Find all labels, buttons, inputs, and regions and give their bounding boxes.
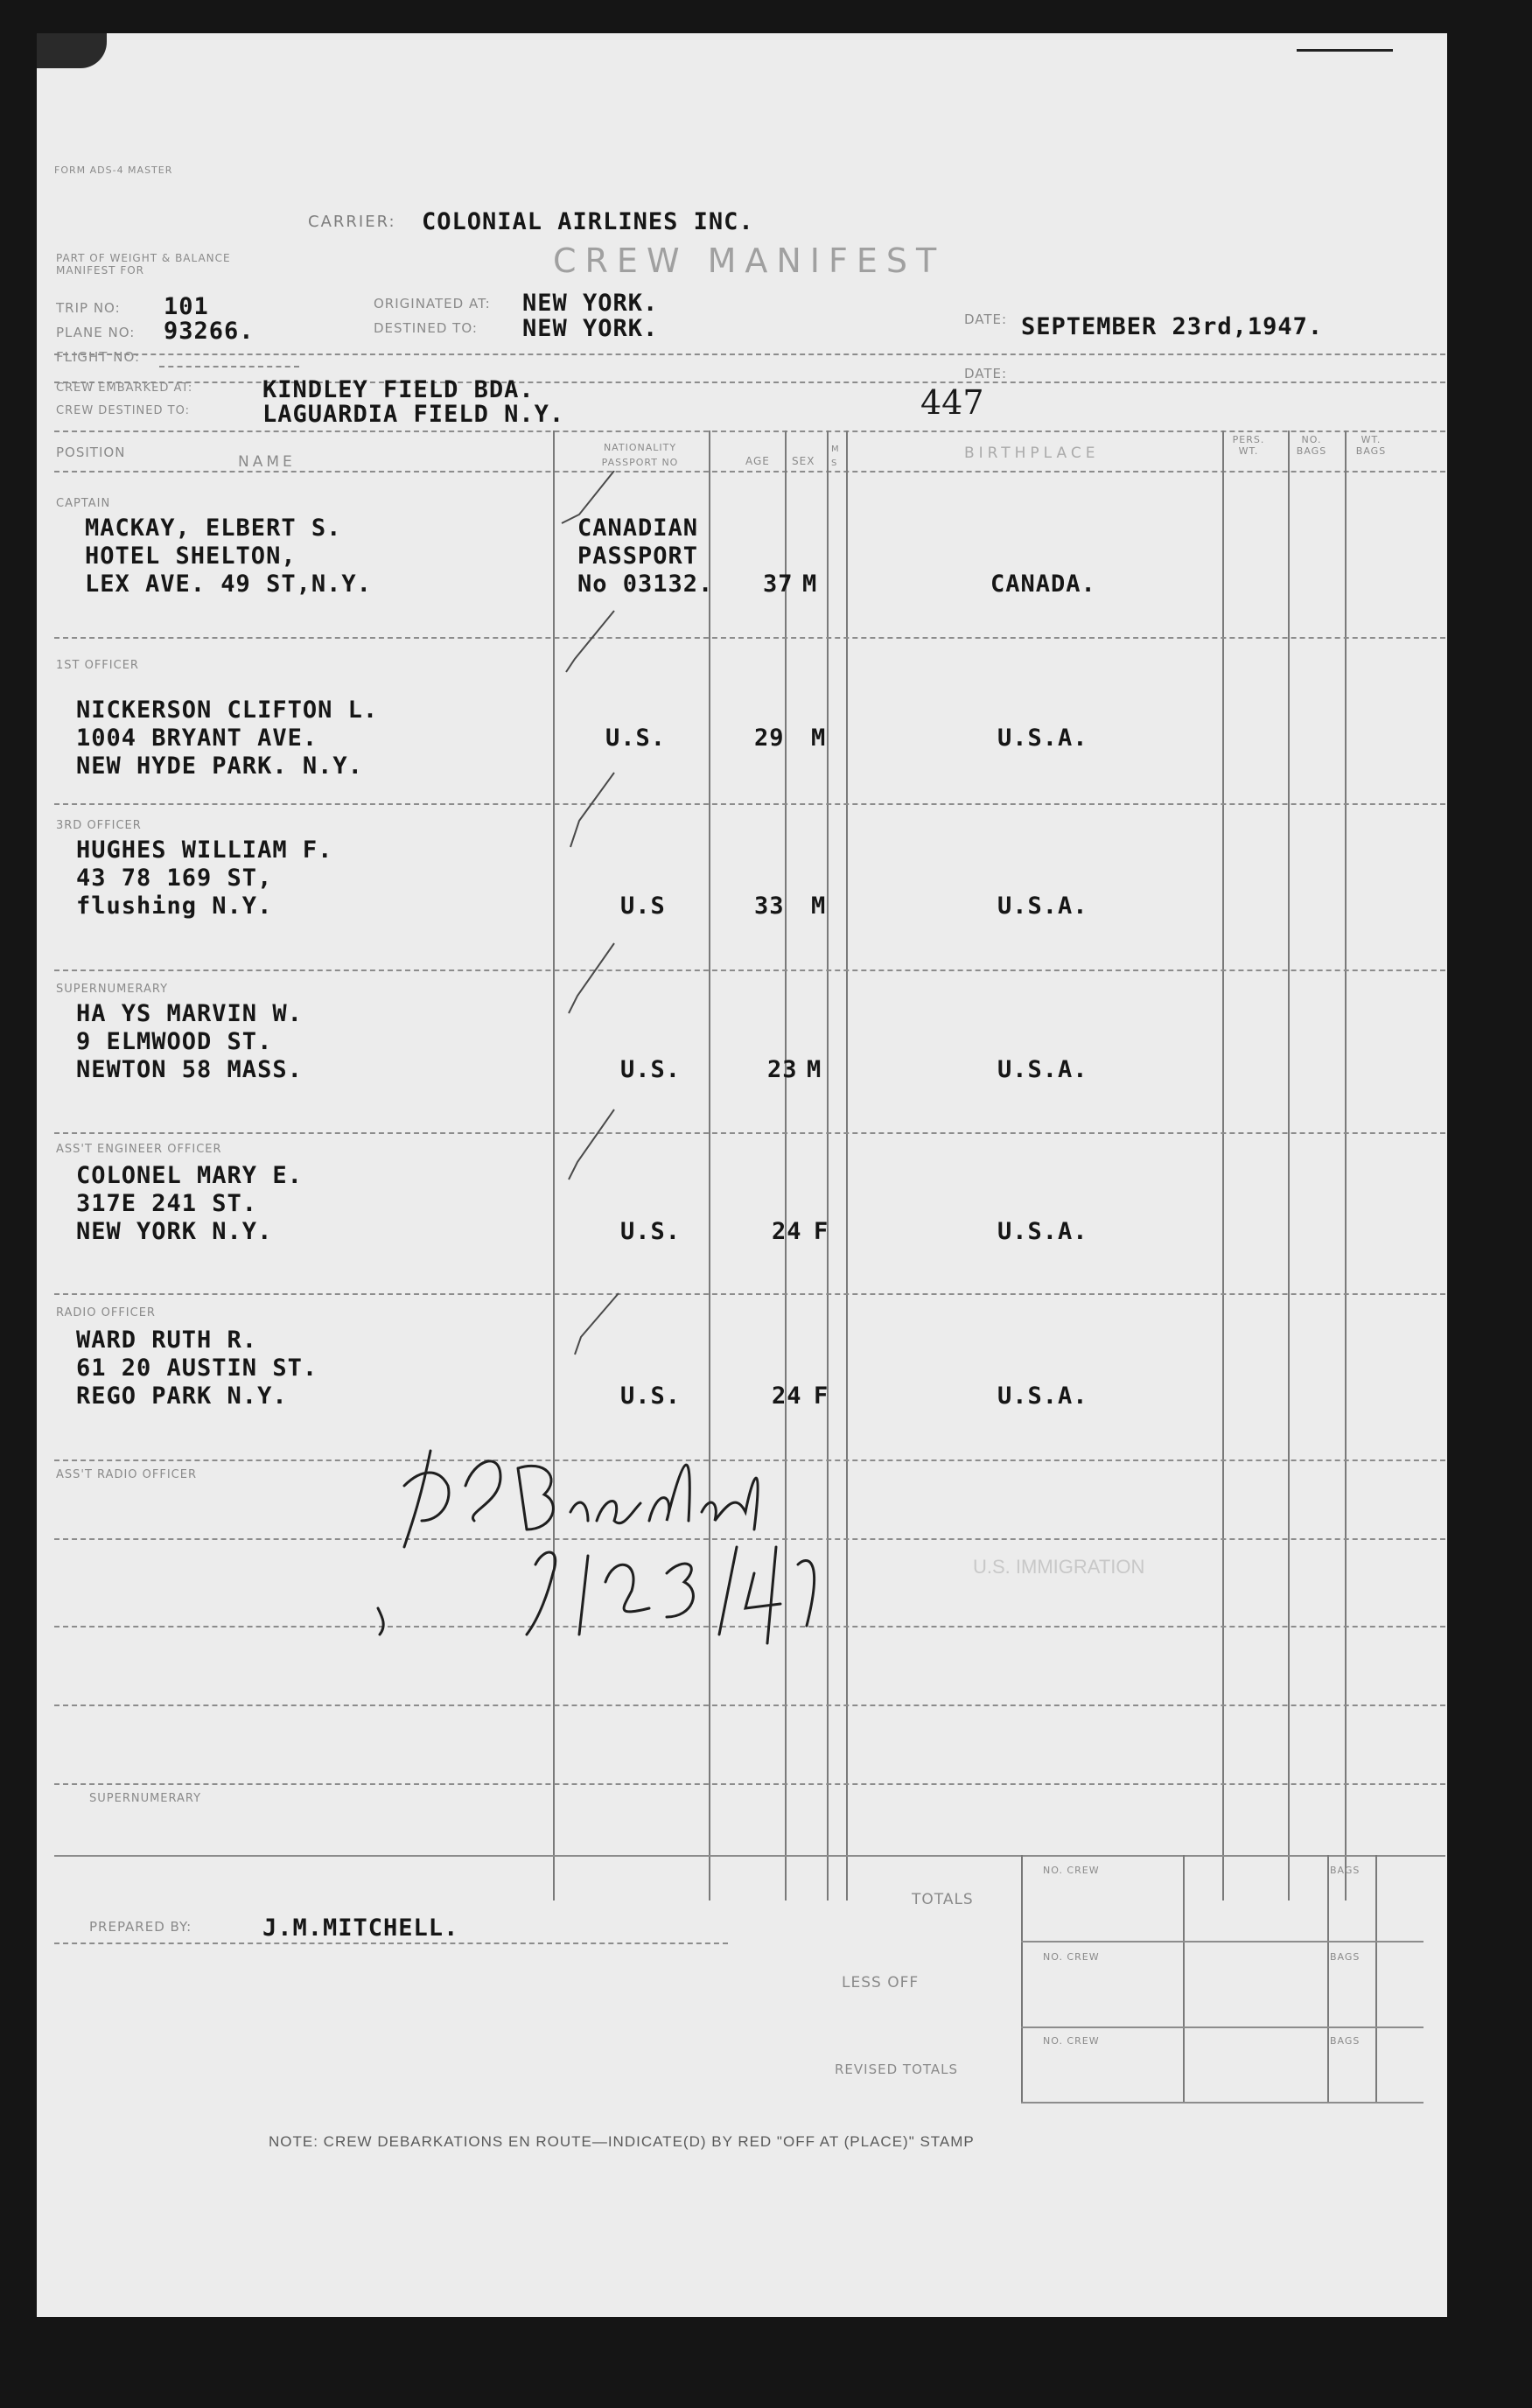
totals-divider-2	[1327, 1855, 1329, 2102]
crew-address-1: 9 ELMWOOD ST.	[76, 1028, 273, 1055]
totals-box	[1021, 1855, 1425, 2102]
crew-destined-label: CREW DESTINED TO:	[56, 404, 190, 417]
crew-birthplace: CANADA.	[990, 570, 1096, 598]
crew-sex: M	[802, 570, 818, 598]
row-rule	[54, 1783, 1445, 1785]
crew-address-2: flushing N.Y.	[76, 892, 273, 920]
crew-sex: M	[811, 724, 827, 752]
date-label: DATE:	[964, 312, 1008, 327]
position-supernumerary-2: SUPERNUMERARY	[89, 1792, 202, 1805]
crew-address-1: 1004 BRYANT AVE.	[76, 724, 318, 752]
row-rule	[54, 803, 1445, 805]
crew-birthplace: U.S.A.	[997, 1382, 1088, 1410]
col-wt-bags: WT. BAGS	[1355, 434, 1387, 457]
part-of-label: PART OF WEIGHT & BALANCE MANIFEST FOR	[56, 252, 231, 276]
col-divider-4	[827, 430, 829, 1900]
crew-address-2: NEWTON 58 MASS.	[76, 1056, 303, 1083]
trip-no-label: TRIP NO:	[56, 300, 121, 316]
crew-passport-no: No 03132.	[577, 570, 714, 598]
crew-address-1: HOTEL SHELTON,	[85, 542, 297, 570]
row-rule	[54, 970, 1445, 971]
crew-nationality: U.S.	[620, 1382, 682, 1410]
bags-label: BAGS	[1330, 1865, 1361, 1876]
carrier-name: COLONIAL AIRLINES INC.	[422, 208, 754, 235]
crew-name: HA YS MARVIN W.	[76, 1000, 303, 1027]
plane-no: 93266.	[164, 318, 255, 345]
footer-note: NOTE: CREW DEBARKATIONS EN ROUTE—INDICATE(D) BY RED "OFF AT (PLACE)" STAMP	[269, 2133, 975, 2150]
faint-stamp: U.S. IMMIGRATION	[973, 1556, 1145, 1578]
originated-value: NEW YORK.	[522, 290, 659, 317]
crew-embarked-label: CREW EMBARKED AT:	[56, 382, 193, 395]
crew-age: 24	[772, 1382, 802, 1410]
crew-birthplace: U.S.A.	[997, 892, 1088, 920]
position-radio-officer: RADIO OFFICER	[56, 1306, 156, 1320]
crew-age: 33	[754, 892, 785, 920]
position-captain: CAPTAIN	[56, 497, 111, 510]
crew-age: 29	[754, 724, 785, 752]
originated-label: ORIGINATED AT:	[374, 296, 491, 312]
crew-nationality: U.S.	[620, 1056, 682, 1083]
crew-name: WARD RUTH R.	[76, 1326, 258, 1354]
scan-corner-mark	[37, 33, 107, 68]
crew-embarked-value: KINDLEY FIELD BDA.	[262, 376, 535, 403]
col-sex: SEX	[792, 455, 815, 467]
crew-sex: F	[814, 1382, 829, 1410]
crew-age: 24	[772, 1218, 802, 1245]
col-divider-8	[1345, 430, 1347, 1900]
no-crew-label: NO. CREW	[1043, 1865, 1100, 1876]
crew-sex: M	[807, 1056, 822, 1083]
crew-address-1: 61 20 AUSTIN ST.	[76, 1354, 318, 1382]
less-off-label: LESS OFF	[842, 1974, 920, 1992]
col-divider-2	[709, 430, 710, 1900]
crew-birthplace: U.S.A.	[997, 1218, 1088, 1245]
bags-label: BAGS	[1330, 2035, 1361, 2047]
trip-no: 101	[164, 293, 209, 320]
crew-sex: M	[811, 892, 827, 920]
totals-divider-1	[1183, 1855, 1185, 2102]
crew-address-1: 43 78 169 ST,	[76, 864, 273, 892]
row-rule	[54, 1293, 1445, 1295]
row-rule	[54, 1132, 1445, 1134]
position-asst-radio: ASS'T RADIO OFFICER	[56, 1468, 197, 1481]
position-asst-engineer: ASS'T ENGINEER OFFICER	[56, 1143, 222, 1156]
col-nationality: NATIONALITY PASSPORT NO	[601, 442, 679, 468]
crew-nationality: U.S.	[620, 1218, 682, 1245]
column-header-rule	[54, 471, 1445, 472]
row-rule	[54, 637, 1445, 639]
row-rule	[54, 1704, 1445, 1706]
totals-rule-2	[1021, 2026, 1424, 2028]
crew-nationality: U.S.	[605, 724, 667, 752]
crew-birthplace: U.S.A.	[997, 724, 1088, 752]
handwritten-signature	[369, 1416, 947, 1678]
crew-birthplace: U.S.A.	[997, 1056, 1088, 1083]
page-number: 447	[920, 383, 984, 422]
crew-address-2: NEW HYDE PARK. N.Y.	[76, 752, 363, 780]
form-id: FORM ADS-4 MASTER	[54, 164, 173, 176]
header-rule-3	[54, 430, 1445, 432]
prepared-by-value: J.M.MITCHELL.	[262, 1914, 459, 1942]
crew-address-2: NEW YORK N.Y.	[76, 1218, 273, 1245]
prepared-by-label: PREPARED BY:	[89, 1919, 192, 1935]
col-ms: M S	[831, 444, 840, 468]
destined-label: DESTINED TO:	[374, 320, 478, 336]
crew-sex: F	[814, 1218, 829, 1245]
col-divider-3	[785, 430, 787, 1900]
revised-totals-label: REVISED TOTALS	[835, 2062, 959, 2077]
destined-value: NEW YORK.	[522, 315, 659, 342]
crew-name: COLONEL MARY E.	[76, 1162, 303, 1189]
crew-age: 23	[767, 1056, 798, 1083]
crew-name: HUGHES WILLIAM F.	[76, 836, 333, 864]
position-1st-officer: 1ST OFFICER	[56, 659, 139, 672]
col-no-bags: NO. BAGS	[1296, 434, 1327, 457]
verification-check-marks	[527, 471, 632, 1477]
crew-age: 37	[763, 570, 794, 598]
col-position: POSITION	[56, 444, 126, 460]
col-pers-wt: PERS. WT.	[1232, 434, 1265, 457]
col-name: NAME	[238, 453, 296, 471]
totals-rule-1	[1021, 1941, 1424, 1942]
col-birthplace: BIRTHPLACE	[964, 444, 1100, 462]
flight-no-label: FLIGHT NO:	[56, 349, 141, 365]
col-age: AGE	[745, 455, 770, 467]
crew-name: MACKAY, ELBERT S.	[85, 514, 342, 542]
position-supernumerary: SUPERNUMERARY	[56, 983, 169, 996]
totals-label: TOTALS	[912, 1891, 974, 1908]
no-crew-label: NO. CREW	[1043, 1951, 1100, 1963]
crew-nationality-2: PASSPORT	[577, 542, 699, 570]
totals-divider-3	[1375, 1855, 1377, 2102]
totals-rule-3	[1021, 2102, 1424, 2104]
crew-name: NICKERSON CLIFTON L.	[76, 696, 379, 724]
prepared-by-line	[54, 1942, 728, 1944]
crew-destined-value: LAGUARDIA FIELD N.Y.	[262, 401, 565, 428]
crew-address-1: 317E 241 ST.	[76, 1190, 258, 1217]
flight-no-line	[159, 366, 299, 368]
position-3rd-officer: 3RD OFFICER	[56, 819, 142, 832]
crew-nationality-1: CANADIAN	[577, 514, 699, 542]
crew-address-2: LEX AVE. 49 ST,N.Y.	[85, 570, 372, 598]
col-divider-5	[846, 430, 848, 1900]
carrier-label: CARRIER:	[308, 213, 396, 231]
date2-label: DATE:	[964, 366, 1008, 382]
col-divider-6	[1222, 430, 1224, 1900]
manifest-title: CREW MANIFEST	[553, 242, 946, 280]
crew-nationality: U.S	[620, 892, 666, 920]
header-rule-1	[54, 354, 1445, 355]
date-value: SEPTEMBER 23rd,1947.	[1021, 313, 1324, 340]
manifest-sheet	[37, 33, 1447, 2317]
plane-no-label: PLANE NO:	[56, 325, 136, 340]
no-crew-label: NO. CREW	[1043, 2035, 1100, 2047]
scan-top-mark	[1297, 49, 1393, 52]
bags-label: BAGS	[1330, 1951, 1361, 1963]
col-divider-7	[1288, 430, 1290, 1900]
crew-address-2: REGO PARK N.Y.	[76, 1382, 288, 1410]
